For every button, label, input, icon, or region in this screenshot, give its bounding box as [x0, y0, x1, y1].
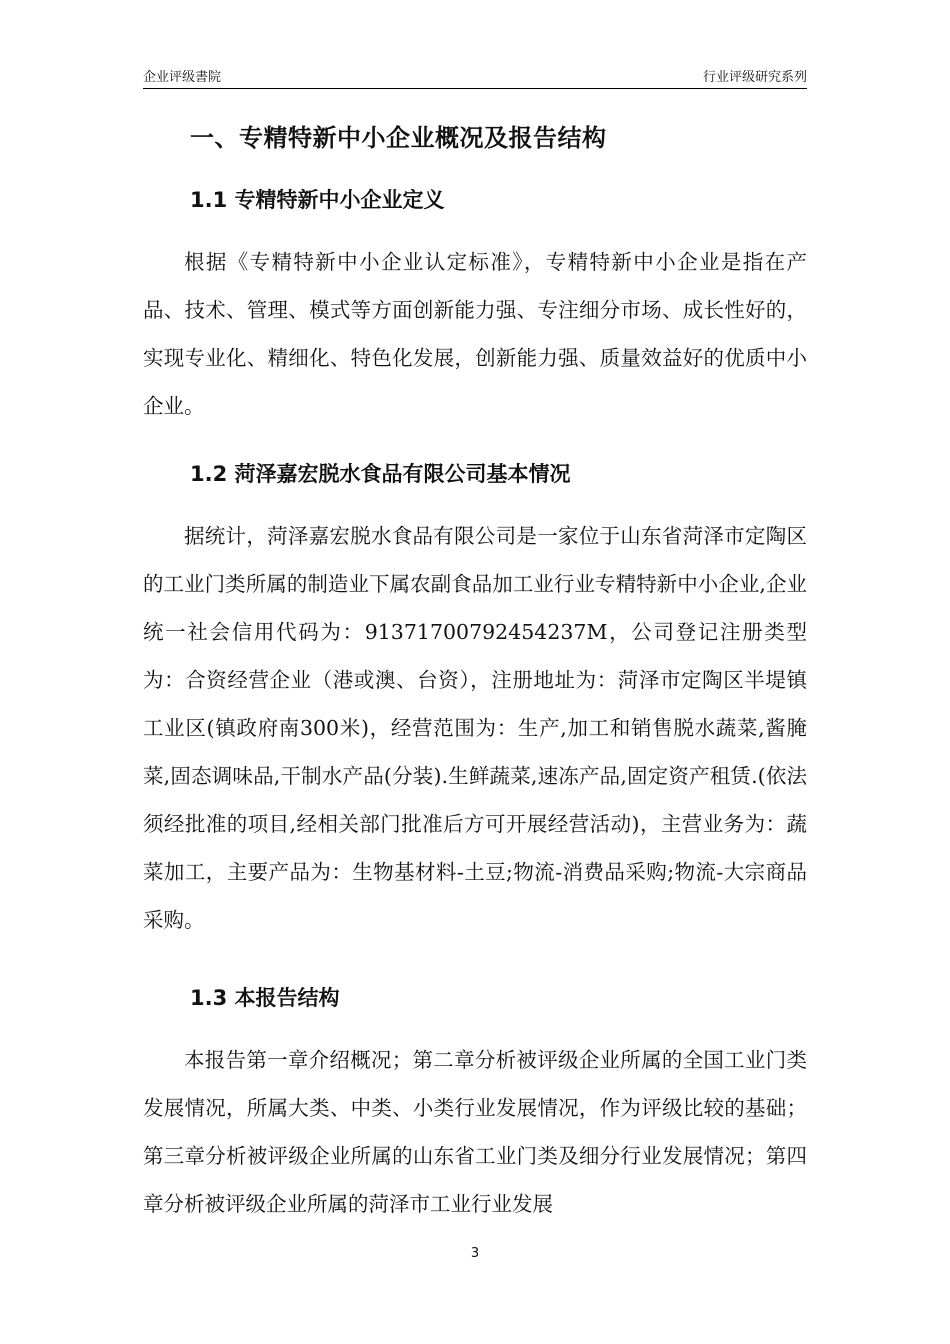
header-right-text: 行业评级研究系列	[702, 70, 807, 85]
section-paragraph-1-2: 据统计，菏泽嘉宏脱水食品有限公司是一家位于山东省菏泽市定陶区的工业门类所属的制造业下属农副食品加工业行业专精特新中小企业,企业统一社会信用代码为：91371700792454237M，公司登记注册类型为：合资经营企业（港或澳、台资），注册地址为：菏泽市定陶区半堤镇工业区(镇政府南300米)，经营范围为：生产,加工和销售脱水蔬菜,酱腌菜,固态调味品,干制水产品(分装).生鲜蔬菜,速冻产品,固定资产租赁.(依法须经批准的项目,经相关部门批准后方可开展经营活动)，主营业务为：蔬菜加工，主要产品为：生物基材料-土豆;物流-消费品采购;物流-大宗商品采购。	[143, 524, 807, 932]
section-heading-1-3: 1.3 本报告结构	[190, 986, 340, 1010]
header-left-text: 企业评级書院	[143, 70, 222, 85]
page-number: 3	[470, 1246, 480, 1261]
section-paragraph-1-1: 根据《专精特新中小企业认定标准》，专精特新中小企业是指在产品、技术、管理、模式等方面创新能力强、专注细分市场、成长性好的，实现专业化、精细化、特色化发展，创新能力强、质量效益好的优质中小企业。	[143, 250, 807, 418]
chapter-title: 一、专精特新中小企业概况及报告结构	[190, 124, 607, 152]
section-heading-1-1: 1.1 专精特新中小企业定义	[190, 188, 445, 212]
section-heading-1-2: 1.2 菏泽嘉宏脱水食品有限公司基本情况	[190, 462, 571, 486]
section-paragraph-1-3: 本报告第一章介绍概况；第二章分析被评级企业所属的全国工业门类发展情况，所属大类、中类、小类行业发展情况，作为评级比较的基础；第三章分析被评级企业所属的山东省工业门类及细分行业发展情况；第四章分析被评级企业所属的菏泽市工业行业发展	[143, 1048, 807, 1216]
page-header	[143, 66, 807, 89]
